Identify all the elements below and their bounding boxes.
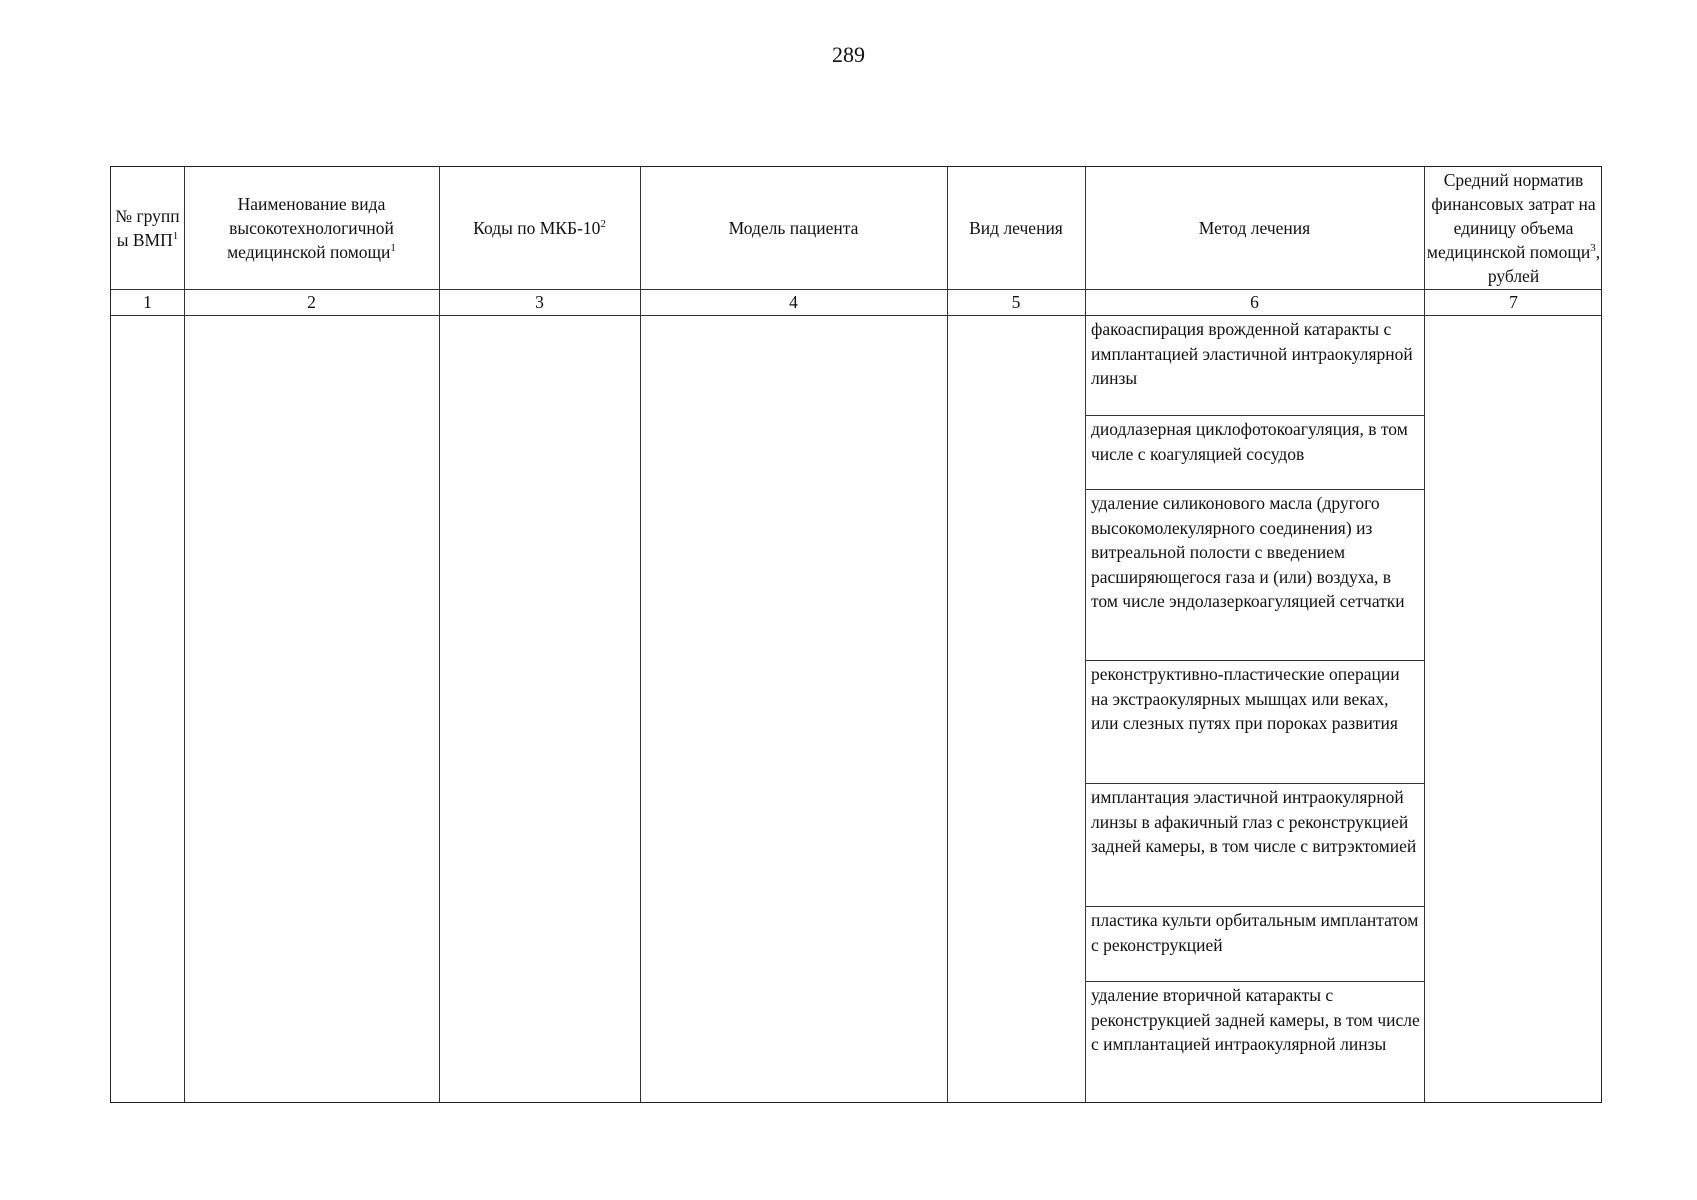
header-treatment-type: Вид лечения: [969, 218, 1063, 238]
column-number: 5: [1011, 291, 1021, 312]
method-cell: диодлазерная циклофотокоагуляция, в том числе с коагуляцией сосудов: [1091, 419, 1408, 464]
method-cell: реконструктивно-пластические операции на экстраокулярных мышцах или веках, или слезных путях при пороках развития: [1091, 664, 1400, 733]
column-number: 2: [307, 291, 316, 312]
header-icd-codes: Коды по МКБ-$10^2$: [473, 218, 606, 238]
page-number: 289: [832, 42, 865, 67]
header-patient-model: Модель пациента: [728, 218, 859, 238]
treatment-table: [110, 166, 1602, 1103]
header-care-type: Наименование вида высокотехнологичной медицинской помощи$^1$: [227, 194, 396, 262]
method-cell: пластика культи орбитальным имплантатом с реконструкцией: [1091, 910, 1419, 955]
column-number: 6: [1250, 291, 1259, 312]
method-cell: факоаспирация врожденной катаракты с имплантацией эластичной интраокулярной линзы: [1091, 319, 1413, 388]
method-cell: удаление силиконового масла (другого высокомолекулярного соединения) из витреальной полости с введением расширяющегося газа и (или) воздуха, в том числе эндолазеркоагуляцией сетчатки: [1091, 493, 1405, 611]
column-number: 7: [1509, 291, 1518, 312]
header-group-number: № групп ы ВМП$^1$: [115, 206, 180, 250]
column-number: 3: [535, 291, 544, 312]
method-cell: имплантация эластичной интраокулярной линзы в афакичный глаз с реконструкцией задней камеры, в том числе с витрэктомией: [1091, 787, 1417, 856]
method-cell: удаление вторичной катаракты с реконструкцией задней камеры, в том числе с имплантацией интраокулярной линзы: [1091, 985, 1420, 1054]
column-number: 4: [789, 291, 798, 312]
header-treatment-method: Метод лечения: [1198, 218, 1311, 238]
column-number: 1: [143, 291, 152, 312]
header-cost-standard: Средний норматив финансовых затрат на единицу объема медицинской помощи$^3$, рублей: [1426, 170, 1601, 286]
